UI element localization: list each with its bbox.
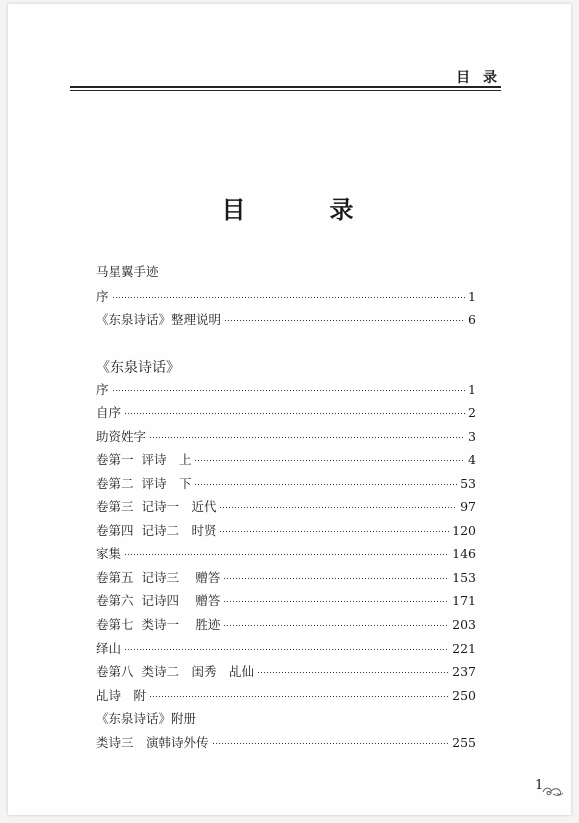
toc-entry-label: 卷第八 类诗二 闺秀 乩仙 xyxy=(96,664,254,679)
toc-entry xyxy=(96,639,476,659)
swirl-ornament-icon xyxy=(541,784,565,798)
toc-entry-page: 237 xyxy=(452,664,476,679)
toc-entry-label: 绎山 xyxy=(96,641,122,656)
toc-entry xyxy=(96,568,476,588)
toc-entry-label: 卷第六 记诗四 赠答 xyxy=(96,593,221,608)
toc-entry-label: 卷第七 类诗一 胜迹 xyxy=(96,617,221,632)
toc-entry-label: 卷第三 记诗一 近代 xyxy=(96,499,217,514)
toc-entry xyxy=(96,544,476,564)
leader-dots xyxy=(124,403,465,414)
toc-entry-label: 助资姓字 xyxy=(96,429,147,444)
toc-entry xyxy=(96,310,476,330)
toc-entry xyxy=(96,380,476,400)
leader-dots xyxy=(223,568,449,579)
toc-entry xyxy=(96,474,476,494)
leader-dots xyxy=(149,686,449,697)
toc-entry-page: 6 xyxy=(468,312,476,327)
toc-entry-label: 家集 xyxy=(96,546,122,561)
toc-entry-page: 3 xyxy=(468,429,476,444)
leader-dots xyxy=(223,615,449,626)
section-heading-handwriting: 马星翼手迹 xyxy=(96,264,159,279)
toc-entry-page: 53 xyxy=(460,476,476,491)
section-heading-appendix: 《东泉诗话》附册 xyxy=(96,711,197,726)
toc-entry-label: 卷第一 评诗 上 xyxy=(96,452,192,467)
toc-entry-label: 序 xyxy=(96,289,109,304)
leader-dots xyxy=(219,521,449,532)
toc-entry-label: 卷第五 记诗三 赠答 xyxy=(96,570,221,585)
toc-entry xyxy=(96,733,476,753)
toc-entry xyxy=(96,662,476,682)
toc-entry xyxy=(96,427,476,447)
toc-entry-page: 221 xyxy=(452,641,476,656)
toc-entry-page: 1 xyxy=(468,289,476,304)
toc-entry xyxy=(96,403,476,423)
toc-entry-label: 类诗三 演韩诗外传 xyxy=(96,735,209,750)
toc-entry-page: 2 xyxy=(468,405,476,420)
toc-entry-page: 153 xyxy=(452,570,476,585)
toc-entry-page: 146 xyxy=(452,546,476,561)
leader-dots xyxy=(112,380,466,391)
toc-entry-label: 乩诗 附 xyxy=(96,688,147,703)
header-rule-thick xyxy=(70,86,501,88)
leader-dots xyxy=(194,474,457,485)
leader-dots xyxy=(124,544,449,555)
toc-entry-page: 4 xyxy=(468,452,476,467)
toc-entry xyxy=(96,615,476,635)
header-rule-thin xyxy=(70,90,501,91)
toc-entry xyxy=(96,287,476,307)
toc-entry-page: 250 xyxy=(452,688,476,703)
document-page xyxy=(8,4,571,815)
toc-entry xyxy=(96,521,476,541)
leader-dots xyxy=(224,310,465,321)
toc-entry-page: 171 xyxy=(452,593,476,608)
leader-dots xyxy=(219,497,457,508)
leader-dots xyxy=(149,427,465,438)
leader-dots xyxy=(223,591,449,602)
section-heading-main: 《东泉诗话》 xyxy=(96,360,180,376)
leader-dots xyxy=(257,662,449,673)
page-title: 目 录 xyxy=(221,195,384,224)
toc-entry-page: 1 xyxy=(468,382,476,397)
toc-entry xyxy=(96,450,476,470)
leader-dots xyxy=(112,287,466,298)
toc-entry xyxy=(96,591,476,611)
toc-entry-label: 序 xyxy=(96,382,109,397)
toc-entry xyxy=(96,686,476,706)
running-head: 目 录 xyxy=(456,70,501,86)
toc-entry-label: 《东泉诗话》整理说明 xyxy=(96,312,222,327)
toc-entry-page: 203 xyxy=(452,617,476,632)
toc-entry-page: 97 xyxy=(460,499,476,514)
toc-entry-page: 255 xyxy=(452,735,476,750)
toc-entry xyxy=(96,497,476,517)
toc-entry-label: 卷第二 评诗 下 xyxy=(96,476,192,491)
toc-entry-page: 120 xyxy=(452,523,476,538)
toc-entry-label: 自序 xyxy=(96,405,122,420)
leader-dots xyxy=(212,733,450,744)
leader-dots xyxy=(194,450,465,461)
toc-entry-label: 卷第四 记诗二 时贤 xyxy=(96,523,217,538)
leader-dots xyxy=(124,639,449,650)
page-number: 1 xyxy=(535,778,544,793)
